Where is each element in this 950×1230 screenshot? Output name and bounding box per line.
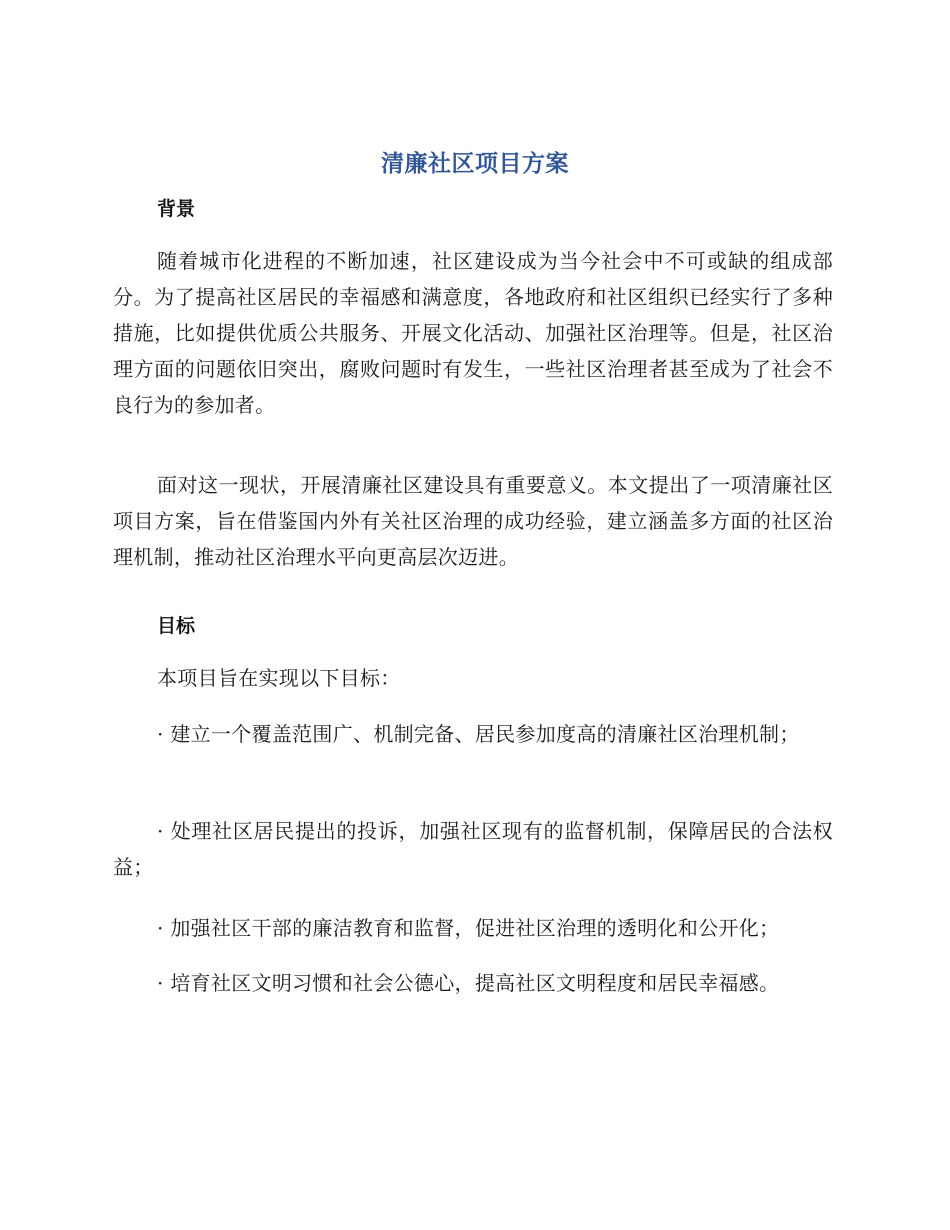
goal-bullet-1: · 建立一个覆盖范围广、机制完备、居民参加度高的清廉社区治理机制； — [157, 722, 800, 746]
goal-bullet-2: · 处理社区居民提出的投诉，加强社区现有的监督机制，保障居民的合法权益； — [113, 819, 833, 879]
goals-intro: 本项目旨在实现以下目标： — [157, 666, 401, 690]
section-heading-background: 背景 — [157, 198, 196, 220]
document-title: 清廉社区项目方案 — [381, 151, 569, 177]
goal-bullet-4: · 培育社区文明习惯和社会公德心，提高社区文明程度和居民幸福感。 — [157, 971, 780, 995]
background-paragraph-1: 随着城市化进程的不断加速，社区建设成为当今社会中不可或缺的组成部分。为了提高社区居民的幸福感和满意度，各地政府和社区组织已经实行了多种措施，比如提供优质公共服务、开展文化活动、加强社区治理等。但是，社区治理方面的问题依旧突出，腐败问题时有发生，一些社区治理者甚至成为了社会不良行为的参加者。 — [113, 249, 833, 417]
section-heading-goals: 目标 — [157, 615, 196, 637]
goal-bullet-3: · 加强社区干部的廉洁教育和监督，促进社区治理的透明化和公开化； — [157, 916, 780, 940]
background-paragraph-2: 面对这一现状，开展清廉社区建设具有重要意义。本文提出了一项清廉社区项目方案，旨在借鉴国内外有关社区治理的成功经验，建立涵盖多方面的社区治理机制，推动社区治理水平向更高层次迈进。 — [113, 473, 833, 569]
